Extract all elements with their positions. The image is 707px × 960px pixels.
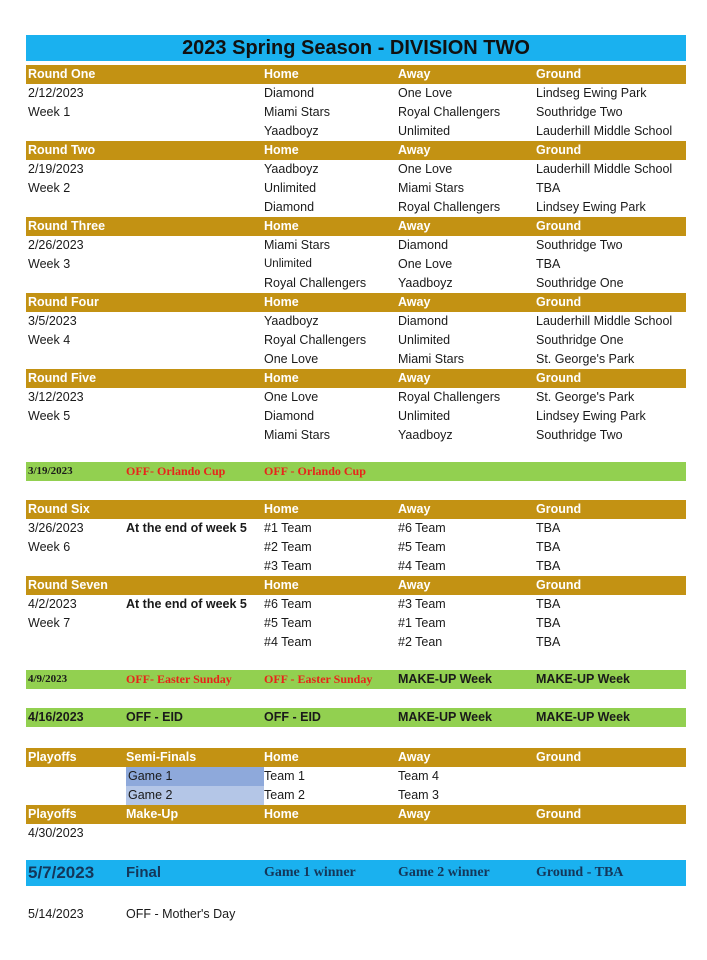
ground: Southridge One: [536, 276, 624, 290]
round-header: [26, 500, 686, 519]
round-header: [26, 141, 686, 160]
away-header: Away: [398, 143, 431, 157]
away-team: Royal Challengers: [398, 105, 501, 119]
table-row: [26, 519, 686, 538]
table-row: [26, 614, 686, 633]
makeup-label: MAKE-UP Week: [398, 672, 493, 686]
away-team: #6 Team: [398, 521, 446, 535]
game-label: Game 2: [126, 786, 264, 805]
away-team: Unlimited: [398, 333, 451, 347]
home-header: Home: [264, 295, 299, 309]
playoffs-stage: Make-Up: [126, 807, 179, 821]
round-name: Round Two: [28, 143, 96, 157]
home-team: Unlimited: [264, 258, 312, 270]
away-header: Away: [398, 750, 431, 764]
table-row: [26, 198, 686, 217]
ground-header: Ground: [536, 67, 582, 81]
away-team: #5 Team: [398, 540, 446, 554]
home-team: #1 Team: [264, 521, 312, 535]
home-team: Diamond: [264, 409, 315, 423]
home-header: Home: [264, 807, 299, 821]
round-header: [26, 217, 686, 236]
ground: Lindseg Ewing Park: [536, 86, 647, 100]
round-name: Round Seven: [28, 578, 108, 592]
page-title: 2023 Spring Season - DIVISION TWO: [182, 37, 530, 59]
table-row: [26, 388, 686, 407]
table-row: [26, 767, 686, 786]
round-date: 3/5/2023: [28, 314, 77, 328]
ground-header: Ground: [536, 502, 582, 516]
round-week: Week 6: [28, 540, 71, 554]
table-row: [26, 824, 686, 843]
home-header: Home: [264, 502, 299, 516]
makeup-label: MAKE-UP Week: [536, 710, 631, 724]
ground: TBA: [536, 559, 561, 573]
table-row: [26, 84, 686, 103]
ground: Lauderhill Middle School: [536, 162, 673, 176]
table-row: [26, 595, 686, 614]
ground: TBA: [536, 257, 561, 271]
away-team: #1 Team: [398, 616, 446, 630]
round-header: [26, 369, 686, 388]
home-team: Miami Stars: [264, 428, 330, 442]
round-name: Round One: [28, 67, 96, 81]
home-header: Home: [264, 143, 299, 157]
away-header: Away: [398, 371, 431, 385]
table-row: [26, 786, 686, 805]
away-header: Away: [398, 578, 431, 592]
ground: Lindsey Ewing Park: [536, 200, 646, 214]
table-row: [26, 905, 686, 924]
ground-header: Ground: [536, 750, 582, 764]
off-week-row: [26, 708, 686, 727]
table-row: [26, 407, 686, 426]
away-team: Diamond: [398, 314, 449, 328]
round-header: [26, 293, 686, 312]
ground-header: Ground: [536, 371, 582, 385]
home-header: Home: [264, 219, 299, 233]
home-team: Team 2: [264, 788, 305, 802]
home-team: Team 1: [264, 769, 305, 783]
round-note: At the end of week 5: [126, 521, 247, 535]
table-row: [26, 255, 686, 274]
ground: TBA: [536, 635, 561, 649]
home-team: Unlimited: [264, 181, 317, 195]
game-label: Game 1: [126, 767, 264, 786]
away-team: One Love: [398, 86, 453, 100]
ground: TBA: [536, 616, 561, 630]
round-week: Week 4: [28, 333, 71, 347]
round-week: Week 5: [28, 409, 71, 423]
ground: Lauderhill Middle School: [536, 314, 673, 328]
ground: Lindsey Ewing Park: [536, 409, 646, 423]
off-label: OFF- Orlando Cup: [126, 464, 226, 478]
off-date: 4/16/2023: [28, 710, 84, 724]
away-team: Team 3: [398, 788, 439, 802]
away-header: Away: [398, 219, 431, 233]
final-date: 5/7/2023: [28, 863, 95, 882]
ground: TBA: [536, 521, 561, 535]
table-row: [26, 160, 686, 179]
away-team: Miami Stars: [398, 181, 464, 195]
away-team: Unlimited: [398, 409, 451, 423]
table-row: [26, 350, 686, 369]
playoffs-label: Playoffs: [28, 750, 77, 764]
playoffs-label: Playoffs: [28, 807, 77, 821]
table-row: [26, 331, 686, 350]
round-date: 2/19/2023: [28, 162, 84, 176]
round-date: 3/12/2023: [28, 390, 84, 404]
home-team: Yaadboyz: [264, 124, 319, 138]
away-header: Away: [398, 67, 431, 81]
home-team: #5 Team: [264, 616, 312, 630]
ground: TBA: [536, 540, 561, 554]
off-label: OFF - EID: [126, 710, 183, 724]
table-row: [26, 538, 686, 557]
playoffs-header: [26, 748, 686, 767]
off-label: OFF - EID: [264, 710, 321, 724]
home-header: Home: [264, 67, 299, 81]
ground: Southridge Two: [536, 428, 623, 442]
home-team: Yaadboyz: [264, 314, 319, 328]
playoffs-makeup-header: [26, 805, 686, 824]
away-team: #4 Team: [398, 559, 446, 573]
final-away: Game 2 winner: [398, 865, 490, 880]
ground: St. George's Park: [536, 352, 635, 366]
final-ground: Ground - TBA: [536, 865, 624, 880]
off-week-row: [26, 670, 686, 689]
home-team: #2 Team: [264, 540, 312, 554]
playoffs-stage: Semi-Finals: [126, 750, 197, 764]
away-header: Away: [398, 807, 431, 821]
round-note: At the end of week 5: [126, 597, 247, 611]
off-date: 3/19/2023: [28, 465, 73, 477]
round-header: [26, 65, 686, 84]
home-team: One Love: [264, 352, 319, 366]
home-header: Home: [264, 371, 299, 385]
round-name: Round Four: [28, 295, 99, 309]
table-row: [26, 103, 686, 122]
home-team: Miami Stars: [264, 105, 330, 119]
off-label: OFF - Orlando Cup: [264, 464, 366, 478]
away-team: Team 4: [398, 769, 439, 783]
ground-header: Ground: [536, 578, 582, 592]
ground: TBA: [536, 597, 561, 611]
title-bar: [26, 35, 686, 61]
makeup-label: MAKE-UP Week: [398, 710, 493, 724]
table-row: [26, 312, 686, 331]
away-team: Yaadboyz: [398, 276, 453, 290]
final-home: Game 1 winner: [264, 865, 356, 880]
ground: TBA: [536, 181, 561, 195]
away-header: Away: [398, 295, 431, 309]
away-team: Royal Challengers: [398, 200, 501, 214]
away-team: One Love: [398, 257, 453, 271]
round-name: Round Five: [28, 371, 97, 385]
round-week: Week 1: [28, 105, 71, 119]
ground: St. George's Park: [536, 390, 635, 404]
table-row: [26, 633, 686, 652]
ground-header: Ground: [536, 807, 582, 821]
away-team: Yaadboyz: [398, 428, 453, 442]
off-week-row: [26, 462, 686, 481]
round-date: 3/26/2023: [28, 521, 84, 535]
table-row: [26, 236, 686, 255]
table-row: [26, 557, 686, 576]
off-date: 4/9/2023: [28, 673, 68, 685]
away-team: Miami Stars: [398, 352, 464, 366]
round-date: 4/2/2023: [28, 597, 77, 611]
round-name: Round Three: [28, 219, 106, 233]
makeup-date: 4/30/2023: [28, 826, 84, 840]
home-team: Miami Stars: [264, 238, 330, 252]
home-team: Royal Challengers: [264, 276, 367, 290]
home-team: Royal Challengers: [264, 333, 367, 347]
away-team: Unlimited: [398, 124, 451, 138]
away-team: One Love: [398, 162, 453, 176]
ground: Lauderhill Middle School: [536, 124, 673, 138]
home-team: One Love: [264, 390, 319, 404]
home-header: Home: [264, 750, 299, 764]
home-header: Home: [264, 578, 299, 592]
off-label: OFF - Mother's Day: [126, 907, 236, 921]
round-date: 2/26/2023: [28, 238, 84, 252]
round-header: [26, 576, 686, 595]
ground-header: Ground: [536, 295, 582, 309]
ground: Southridge Two: [536, 105, 623, 119]
off-label: OFF- Easter Sunday: [126, 672, 232, 686]
away-team: #3 Team: [398, 597, 446, 611]
ground: Southridge Two: [536, 238, 623, 252]
away-team: Diamond: [398, 238, 449, 252]
away-team: Royal Challengers: [398, 390, 501, 404]
home-team: #6 Team: [264, 597, 312, 611]
final-row: [26, 860, 686, 886]
ground: Southridge One: [536, 333, 624, 347]
ground-header: Ground: [536, 143, 582, 157]
makeup-label: MAKE-UP Week: [536, 672, 631, 686]
table-row: [26, 122, 686, 141]
home-team: Diamond: [264, 86, 315, 100]
home-team: #4 Team: [264, 635, 312, 649]
home-team: Diamond: [264, 200, 315, 214]
off-label: OFF - Easter Sunday: [264, 672, 373, 686]
final-label: Final: [126, 864, 162, 881]
table-row: [26, 426, 686, 445]
round-week: Week 3: [28, 257, 71, 271]
table-row: [26, 179, 686, 198]
ground-header: Ground: [536, 219, 582, 233]
table-row: [26, 274, 686, 293]
home-team: #3 Team: [264, 559, 312, 573]
round-week: Week 7: [28, 616, 71, 630]
home-team: Yaadboyz: [264, 162, 319, 176]
round-name: Round Six: [28, 502, 90, 516]
away-header: Away: [398, 502, 431, 516]
off-date: 5/14/2023: [28, 907, 84, 921]
round-week: Week 2: [28, 181, 71, 195]
away-team: #2 Tean: [398, 635, 443, 649]
round-date: 2/12/2023: [28, 86, 84, 100]
